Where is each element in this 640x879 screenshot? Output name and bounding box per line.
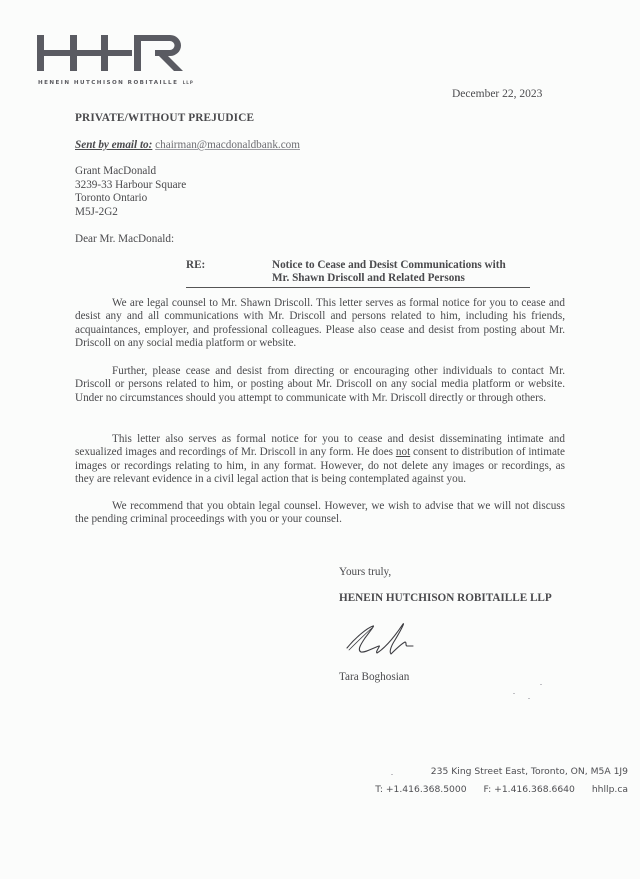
scan-speck xyxy=(391,774,393,775)
subject-text xyxy=(272,259,506,286)
scan-speck xyxy=(513,693,515,694)
firm-name-logotype xyxy=(38,80,194,86)
hhr-logo-icon xyxy=(37,35,189,71)
fax-number: F: +1.416.368.6640 xyxy=(483,784,575,795)
subject-label: RE: xyxy=(186,259,206,271)
body-paragraph-3 xyxy=(75,433,565,487)
recipient-email-link[interactable]: chairman@macdonaldbank.com xyxy=(155,139,300,151)
recipient-street: 3239-33 Harbour Square xyxy=(75,178,187,191)
body-paragraph-1: We are legal counsel to Mr. Shawn Driscoll. This letter serves as formal notice for you to cease and desist any and all communications with Mr. Driscoll and persons related to him, including his friends, acquaintances, employer, and professional colleagues. Please also cease and desist from posting about Mr. Driscoll on any social media platform or website. xyxy=(75,297,565,350)
recipient-city: Toronto Ontario xyxy=(75,192,148,204)
contact-row xyxy=(375,781,628,799)
salutation: Dear Mr. MacDonald: xyxy=(75,233,175,245)
valediction: Yours truly, xyxy=(339,566,392,578)
signer-name: Tara Boghosian xyxy=(339,671,410,683)
paragraph-3-emphasis: not xyxy=(395,446,411,459)
letter-date: December 22, 2023 xyxy=(452,88,543,100)
website-link[interactable]: hhllp.ca xyxy=(591,784,628,795)
body-paragraph-2: Further, please cease and desist from directing or encouraging other individuals to contact Mr. Driscoll or persons related to him, or posting about Mr. Driscoll on any social media platform or website. Under no circumstances should you attempt to communicate with Mr. Driscoll directly or through others. xyxy=(75,365,565,404)
subject-line-2: Mr. Shawn Driscoll and Related Persons xyxy=(272,272,465,285)
firm-name-text: HENEIN HUTCHISON ROBITAILLE xyxy=(38,80,179,86)
body-paragraph-4: We recommend that you obtain legal counsel. However, we wish to advise that we will not discuss the pending criminal proceedings with you or your counsel. xyxy=(75,500,565,526)
delivery-line xyxy=(75,139,300,152)
scan-speck xyxy=(540,684,542,685)
recipient-postal-code: M5J-2G2 xyxy=(75,205,118,218)
firm-suffix-text: LLP xyxy=(182,80,194,85)
recipient-name: Grant MacDonald xyxy=(75,165,157,177)
signing-firm: HENEIN HUTCHISON ROBITAILLE LLP xyxy=(339,592,552,604)
paragraph-3-text-b: consent to distribution of intimate images or recordings relating to him, in any format. However, do not delete any images or recordings, as they are relevant evidence in a civil legal action that is being contemplated against you. xyxy=(75,446,565,486)
privacy-marking: PRIVATE/WITHOUT PREJUDICE xyxy=(75,112,255,124)
recipient-address xyxy=(75,165,186,219)
subject-divider xyxy=(186,287,530,288)
subject-line-1: Notice to Cease and Desist Communications with xyxy=(272,259,506,271)
scan-speck xyxy=(528,698,530,699)
phone-number: T: +1.416.368.5000 xyxy=(375,784,467,795)
delivery-label: Sent by email to: xyxy=(75,139,153,151)
paragraph-3-text-a: This letter also serves as formal notice for you to cease and desist disseminating intimate and sexualized images and recordings of Mr. Driscoll in any form. He does xyxy=(75,433,565,459)
signature-icon xyxy=(345,620,425,660)
letterhead-footer xyxy=(375,763,628,799)
firm-address: 235 King Street East, Toronto, ON, M5A 1J9 xyxy=(430,766,628,777)
